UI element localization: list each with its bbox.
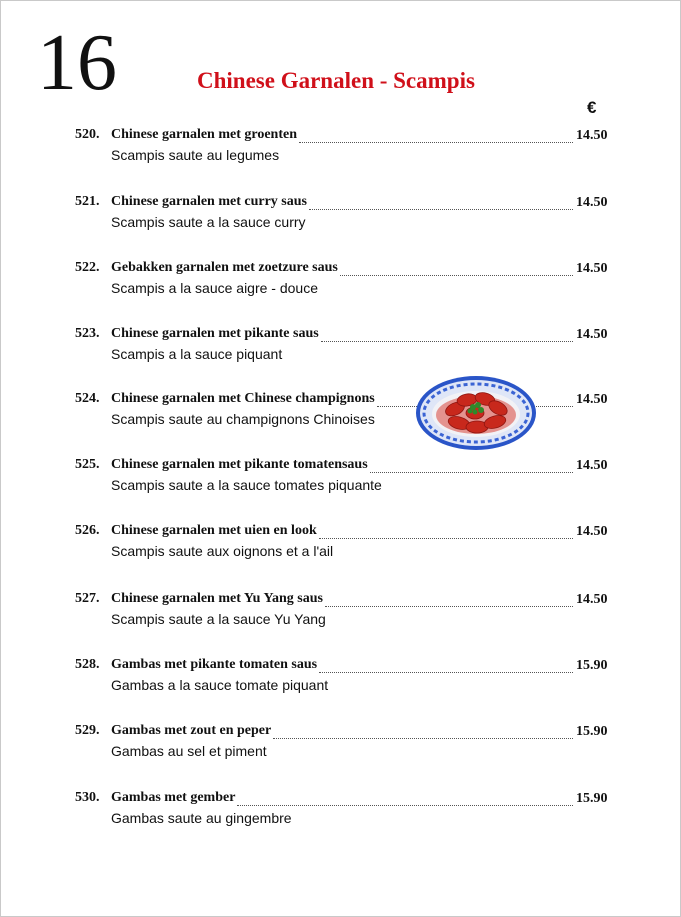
item-name: Gambas met gember xyxy=(111,790,236,805)
item-line xyxy=(111,457,573,473)
menu-item xyxy=(1,657,680,701)
item-price: 14.50 xyxy=(576,592,608,607)
item-price: 14.50 xyxy=(576,261,608,276)
item-number: 524. xyxy=(75,391,100,406)
menu-item xyxy=(1,326,680,370)
dot-leader xyxy=(273,727,573,739)
item-line xyxy=(111,723,573,739)
item-line xyxy=(111,194,573,210)
dot-leader xyxy=(319,661,573,673)
section-title: Chinese Garnalen - Scampis xyxy=(197,68,475,93)
scampi-dish-photo xyxy=(415,375,537,451)
item-line xyxy=(111,657,573,673)
item-number: 520. xyxy=(75,127,100,142)
item-number: 530. xyxy=(75,790,100,805)
menu-item xyxy=(1,591,680,635)
item-name: Chinese garnalen met uien en look xyxy=(111,523,317,538)
item-name-french: Gambas au sel et piment xyxy=(111,743,267,759)
item-price: 14.50 xyxy=(576,458,608,473)
item-number: 522. xyxy=(75,260,100,275)
item-name-french: Scampis saute aux oignons et a l'ail xyxy=(111,543,334,559)
item-number: 521. xyxy=(75,194,100,209)
item-name: Chinese garnalen met groenten xyxy=(111,127,297,142)
dot-leader xyxy=(340,264,573,276)
dot-leader xyxy=(237,794,573,806)
item-name: Chinese garnalen met curry saus xyxy=(111,194,307,209)
item-price: 15.90 xyxy=(576,724,608,739)
menu-item xyxy=(1,790,680,834)
item-name: Gebakken garnalen met zoetzure saus xyxy=(111,260,338,275)
item-line xyxy=(111,260,573,276)
menu-item xyxy=(1,127,680,171)
dot-leader xyxy=(370,461,573,473)
menu-list xyxy=(1,1,680,916)
item-number: 526. xyxy=(75,523,100,538)
item-name: Chinese garnalen met Yu Yang saus xyxy=(111,591,323,606)
item-price: 14.50 xyxy=(576,128,608,143)
dot-leader xyxy=(321,330,573,342)
item-number: 525. xyxy=(75,457,100,472)
item-line xyxy=(111,127,573,143)
item-price: 15.90 xyxy=(576,791,608,806)
item-line xyxy=(111,523,573,539)
item-name-french: Scampis saute a la sauce curry xyxy=(111,214,306,230)
dot-leader xyxy=(299,131,573,143)
dot-leader xyxy=(309,198,573,210)
item-name: Chinese garnalen met Chinese champignons xyxy=(111,391,375,406)
item-number: 529. xyxy=(75,723,100,738)
item-line xyxy=(111,790,573,806)
item-name: Gambas met zout en peper xyxy=(111,723,272,738)
menu-item xyxy=(1,723,680,767)
item-name: Gambas met pikante tomaten saus xyxy=(111,657,318,672)
item-price: 15.90 xyxy=(576,658,608,673)
menu-item xyxy=(1,194,680,238)
item-price: 14.50 xyxy=(576,524,608,539)
menu-item xyxy=(1,523,680,567)
item-name-french: Gambas a la sauce tomate piquant xyxy=(111,677,329,693)
item-price: 14.50 xyxy=(576,392,608,407)
menu-item xyxy=(1,457,680,501)
menu-item xyxy=(1,391,680,435)
item-name-french: Gambas saute au gingembre xyxy=(111,810,292,826)
item-name-french: Scampis a la sauce aigre - douce xyxy=(111,280,318,296)
currency-symbol: € xyxy=(587,98,597,117)
item-name-french: Scampis saute au champignons Chinoises xyxy=(111,411,375,427)
item-number: 523. xyxy=(75,326,100,341)
item-line xyxy=(111,591,573,607)
menu-item xyxy=(1,260,680,304)
item-name-french: Scampis saute a la sauce Yu Yang xyxy=(111,611,326,627)
item-name-french: Scampis a la sauce piquant xyxy=(111,346,283,362)
item-name: Chinese garnalen met pikante saus xyxy=(111,326,319,341)
dot-leader xyxy=(319,527,573,539)
dot-leader xyxy=(325,595,573,607)
item-price: 14.50 xyxy=(576,195,608,210)
item-number: 527. xyxy=(75,591,100,606)
item-price: 14.50 xyxy=(576,327,608,342)
item-name: Chinese garnalen met pikante tomatensaus xyxy=(111,457,368,472)
page-number: 16 xyxy=(37,19,117,107)
item-line xyxy=(111,326,573,342)
item-name-french: Scampis saute au legumes xyxy=(111,147,280,163)
item-number: 528. xyxy=(75,657,100,672)
item-name-french: Scampis saute a la sauce tomates piquante xyxy=(111,477,382,493)
